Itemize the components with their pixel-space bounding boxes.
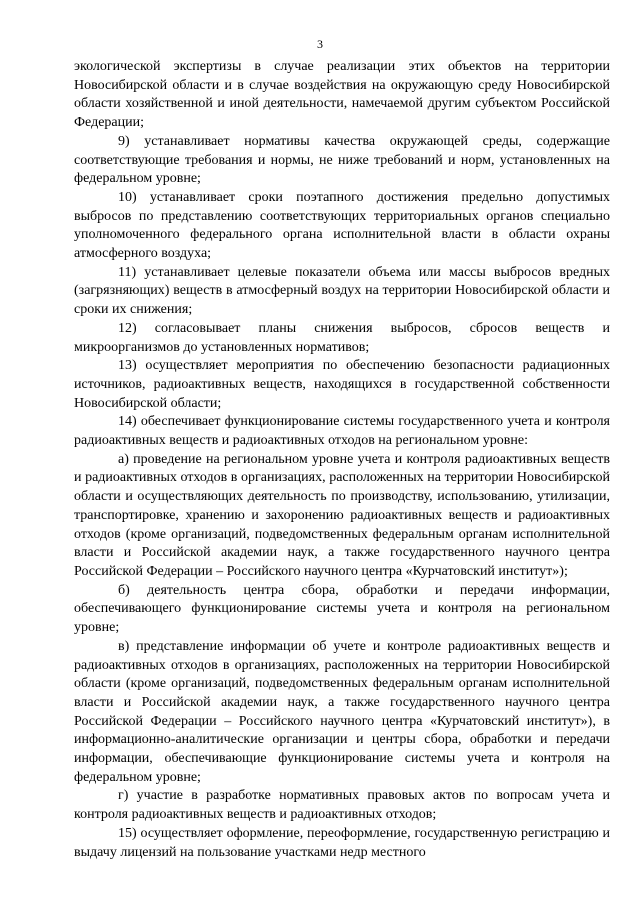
paragraph-item-9: 9) устанавливает нормативы качества окружающей среды, содержащие соответствующие требования и нормы, не ниже требований и норм, установленных на федеральном уровне; <box>74 133 610 187</box>
paragraph-item-12: 12) согласовывает планы снижения выбросов, сбросов веществ и микроорганизмов до установленных нормативов; <box>74 320 610 355</box>
paragraph-item-14v: в) представление информации об учете и контроле радиоактивных веществ и радиоактивных отходов в организациях, расположенных на территории Новосибирской области (кроме организаций, подведомственных федеральным органам исполнительной власти и Российской академии наук, а также государственного научного центра Российской Федерации – Российского научного центра «Курчатовский институт»), в информационно-аналитические организации и центры сбора, обработки и передачи информации, обеспечивающие функционирование системы учета и контроля на федеральном уровне; <box>74 638 610 785</box>
paragraph-item-13: 13) осуществляет мероприятия по обеспечению безопасности радиационных источников, радиоактивных веществ, находящихся в государственной собственности Новосибирской области; <box>74 358 610 411</box>
page-number: 3 <box>317 37 323 51</box>
paragraph-item-14a: а) проведение на региональном уровне учета и контроля радиоактивных веществ и радиоактивных отходов в организациях, расположенных на территории Новосибирской области и осуществляющих деятельность по производству, использованию, утилизации, транспортировке, хранению и захоронению радиоактивных веществ и радиоактивных отходов (кроме организаций, подведомственных федеральным органам исполнительной власти и Российской академии наук, а также государственного научного центра Российской Федерации – Российского научного центра «Курчатовский институт»); <box>74 451 610 579</box>
paragraph-continuation: экологической экспертизы в случае реализации этих объектов на территории Новосибирской области и в случае воздействия на окружающую среду Новосибирской области хозяйственной и иной деятельности, намечаемой другим субъектом Российской Федерации; <box>74 59 610 131</box>
paragraph-item-10: 10) устанавливает сроки поэтапного достижения предельно допустимых выбросов по представлению соответствующих территориальных органов специально уполномоченного федерального органа исполнительной власти в области охраны атмосферного воздуха; <box>74 189 610 262</box>
paragraph-item-15: 15) осуществляет оформление, переоформление, государственную регистрацию и выдачу лицензий на пользование участками недр местного <box>74 825 610 860</box>
paragraph-item-14g: г) участие в разработке нормативных правовых актов по вопросам учета и контроля радиоактивных веществ и радиоактивных отходов; <box>74 788 610 823</box>
paragraph-item-14b: б) деятельность центра сбора, обработки и передачи информации, обеспечивающего функционирование системы учета и контроля на региональном уровне; <box>74 582 610 636</box>
paragraph-item-11: 11) устанавливает целевые показатели объема или массы выбросов вредных (загрязняющих) веществ в атмосферный воздух на территории Новосибирской области и сроки их снижения; <box>74 264 610 318</box>
document-body <box>74 58 610 862</box>
paragraph-item-14: 14) обеспечивает функционирование системы государственного учета и контроля радиоактивных веществ и радиоактивных отходов на региональном уровне: <box>74 414 610 449</box>
